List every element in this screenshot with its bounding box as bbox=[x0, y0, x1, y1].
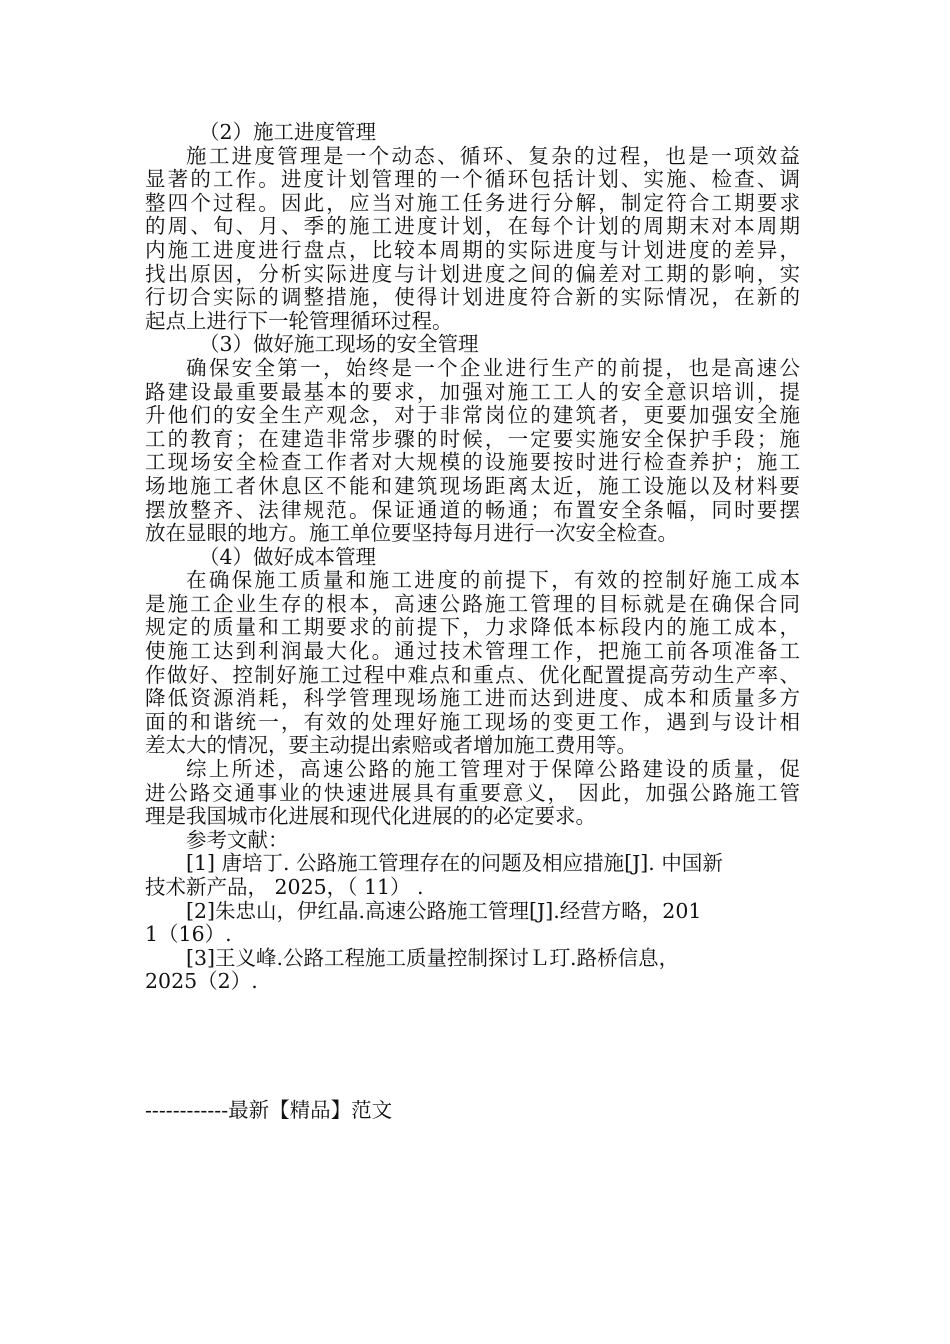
paragraph-line: 显著的工作。进度计划管理的一个循环包括计划、实施、检查、调 bbox=[145, 167, 800, 192]
paragraph-line: 起点上进行下一轮管理循环过程。 bbox=[145, 308, 453, 333]
paragraph-line: 作做好、控制好施工过程中难点和重点、优化配置提高劳动生产率、 bbox=[145, 662, 800, 687]
paragraph-line: 摆放整齐、法律规范。保证通道的畅通；布置安全条幅，同时要摆 bbox=[145, 497, 800, 522]
references-title: 参考文献： bbox=[186, 827, 289, 852]
conclusion-line: 理是我国城市化进展和现代化进展的的必定要求。 bbox=[145, 804, 596, 829]
paragraph-line: 差太大的情况，要主动提出索赔或者增加施工费用等。 bbox=[145, 733, 637, 758]
reference-item-continuation: 技术新产品， 2025，（ 11） . bbox=[145, 875, 424, 899]
reference-item: [3]王义峰.公路工程施工质量控制探讨Ｌ玎.路桥信息， bbox=[186, 945, 680, 970]
reference-item: [2]朱忠山，伊红晶.高速公路施工管理[J].经营方略，201 bbox=[186, 898, 702, 923]
paragraph-line: 路建设最重要最基本的要求，加强对施工工人的安全意识培训，提 bbox=[145, 379, 800, 404]
paragraph-line: 找出原因，分析实际进度与计划进度之间的偏差对工期的影响，实 bbox=[145, 261, 800, 286]
paragraph-line: 在确保施工质量和施工进度的前提下，有效的控制好施工成本 bbox=[186, 568, 800, 593]
paragraph-line: 确保安全第一，始终是一个企业进行生产的前提，也是高速公 bbox=[186, 355, 800, 380]
paragraph-line: 场地施工者休息区不能和建筑现场距离太近，施工设施以及材料要 bbox=[145, 473, 800, 498]
paragraph-line: 是施工企业生存的根本，高速公路施工管理的目标就是在确保合同 bbox=[145, 591, 800, 616]
conclusion-line: 综上所述，高速公路的施工管理对于保障公路建设的质量，促 bbox=[186, 757, 800, 782]
reference-item-continuation: 2025（2）. bbox=[145, 969, 258, 994]
paragraph-line: 面的和谐统一，有效的处理好施工现场的变更工作，遇到与设计相 bbox=[145, 709, 800, 734]
paragraph-line: 工现场安全检查工作者对大规模的设施要按时进行检查养护；施工 bbox=[145, 450, 800, 475]
conclusion-line: 进公路交通事业的快速进展具有重要意义， 因此，加强公路施工管 bbox=[145, 780, 800, 805]
paragraph-line: 使施工达到利润最大化。通过技术管理工作，把施工前各项准备工 bbox=[145, 639, 800, 664]
reference-item-continuation: 1（16）. bbox=[145, 922, 232, 947]
paragraph-line: 施工进度管理是一个动态、循环、复杂的过程，也是一项效益 bbox=[186, 143, 800, 168]
section-heading-cost: （4）做好成本管理 bbox=[199, 544, 377, 569]
paragraph-line: 升他们的安全生产观念，对于非常岗位的建筑者，更要加强安全施 bbox=[145, 403, 800, 428]
paragraph-line: 内施工进度进行盘点，比较本周期的实际进度与计划进度的差异， bbox=[145, 237, 800, 262]
paragraph-line: 行切合实际的调整措施，使得计划进度符合新的实际情况，在新的 bbox=[145, 285, 800, 310]
paragraph-line: 规定的质量和工期要求的前提下，力求降低本标段内的施工成本， bbox=[145, 615, 800, 640]
paragraph-line: 工的教育；在建造非常步骤的时候，一定要实施安全保护手段；施 bbox=[145, 426, 800, 451]
reference-item: [1] 唐培丁. 公路施工管理存在的问题及相应措施[J]. 中国新 bbox=[186, 851, 723, 876]
paragraph-line: 放在显眼的地方。施工单位要坚持每月进行一次安全检查。 bbox=[145, 521, 678, 546]
paragraph-line: 降低资源消耗，科学管理现场施工进而达到进度、成本和质量多方 bbox=[145, 686, 800, 711]
paragraph-line: 的周、旬、月、季的施工进度计划，在每个计划的周期末对本周期 bbox=[145, 214, 800, 239]
references-list bbox=[145, 829, 800, 994]
section-heading-schedule: （2）施工进度管理 bbox=[199, 120, 377, 144]
document-body bbox=[145, 121, 800, 994]
section-heading-safety: （3）做好施工现场的安全管理 bbox=[199, 332, 479, 357]
paragraph-line: 整四个过程。因此，应当对施工任务进行分解，制定符合工期要求 bbox=[145, 190, 800, 215]
footer-text: ------------最新【精品】范文 bbox=[145, 1098, 393, 1122]
